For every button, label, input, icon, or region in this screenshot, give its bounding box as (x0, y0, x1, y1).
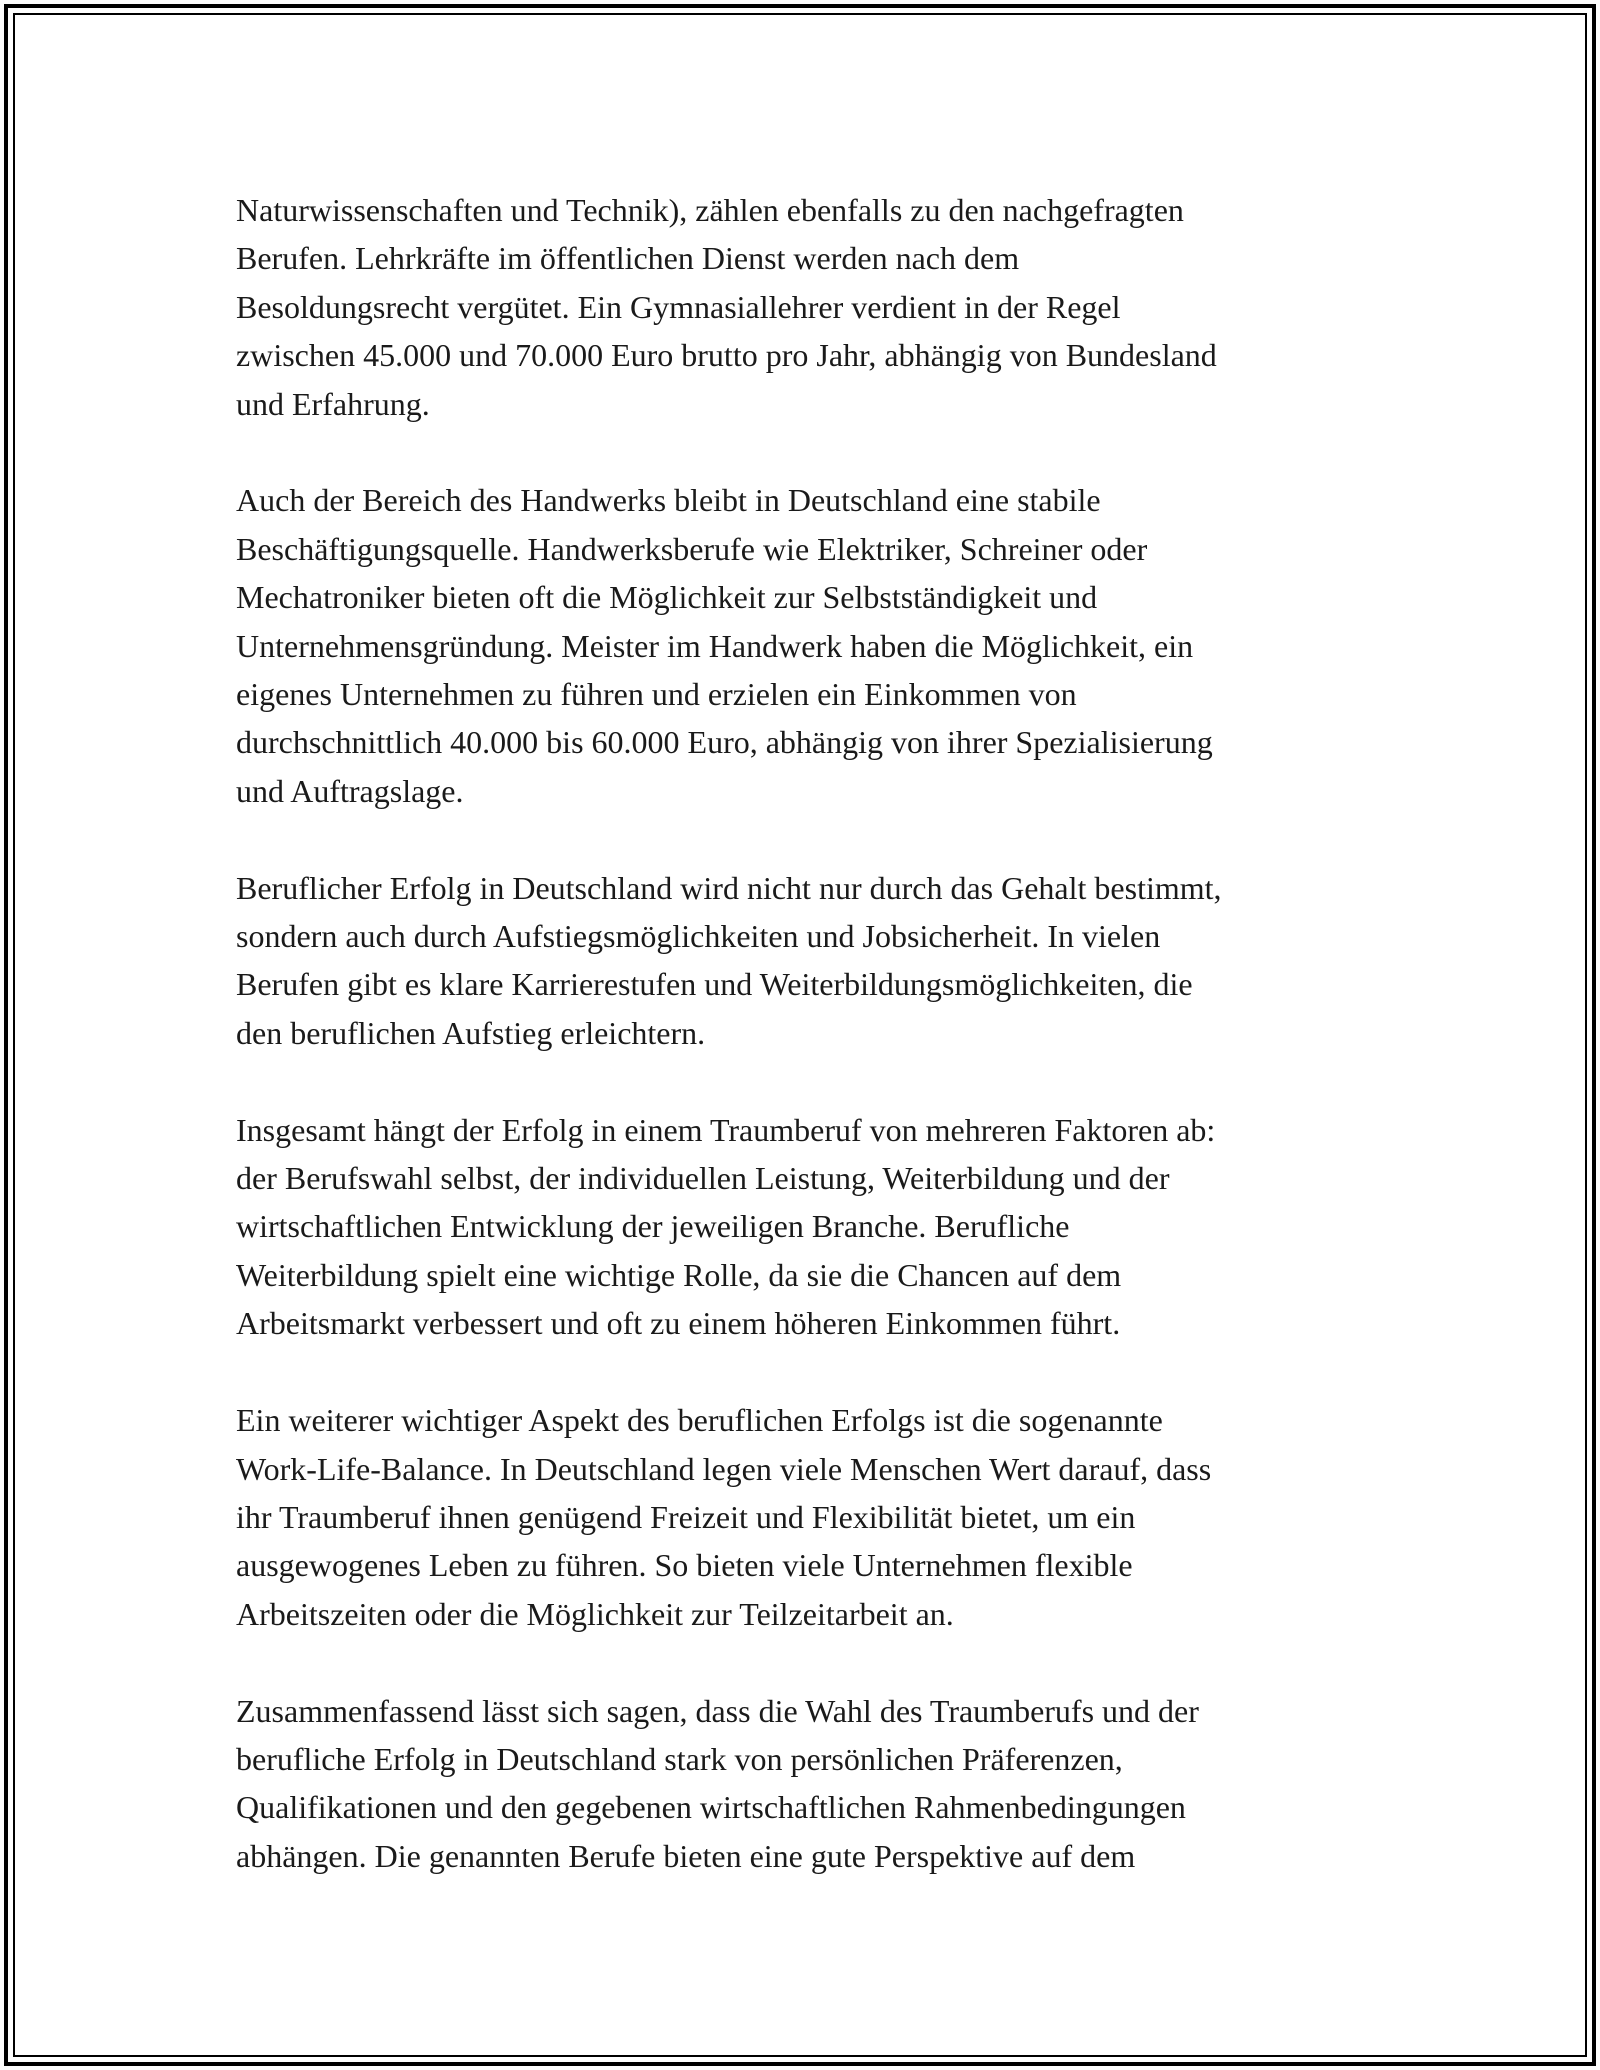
text-line: abhängen. Die genannten Berufe bieten eine gute Perspektive auf dem (236, 1837, 1136, 1874)
paragraph-6 (236, 1687, 1386, 1881)
text-line: sondern auch durch Aufstiegsmöglichkeiten und Jobsicherheit. In vielen (236, 918, 1161, 955)
document-body (236, 186, 1386, 1880)
text-line: und Auftragslage. (236, 772, 464, 809)
text-line: zwischen 45.000 und 70.000 Euro brutto pro Jahr, abhängig von Bundesland (236, 337, 1217, 374)
text-line: durchschnittlich 40.000 bis 60.000 Euro, abhängig von ihrer Spezialisierung (236, 724, 1213, 761)
paragraph-5 (236, 1396, 1386, 1638)
paragraph-3 (236, 864, 1386, 1058)
text-line: Arbeitsmarkt verbessert und oft zu einem höheren Einkommen führt. (236, 1305, 1121, 1342)
text-line: Zusammenfassend lässt sich sagen, dass die Wahl des Traumberufs und der (236, 1692, 1199, 1729)
text-line: der Berufswahl selbst, der individuellen Leistung, Weiterbildung und der (236, 1160, 1170, 1197)
text-line: Arbeitszeiten oder die Möglichkeit zur Teilzeitarbeit an. (236, 1595, 954, 1632)
text-line: Berufen gibt es klare Karrierestufen und Weiterbildungsmöglichkeiten, die (236, 966, 1193, 1003)
text-line: Qualifikationen und den gegebenen wirtschaftlichen Rahmenbedingungen (236, 1789, 1186, 1826)
text-line: ausgewogenes Leben zu führen. So bieten viele Unternehmen flexible (236, 1547, 1133, 1584)
text-line: Work-Life-Balance. In Deutschland legen viele Menschen Wert darauf, dass (236, 1450, 1212, 1487)
paragraph-2 (236, 476, 1386, 815)
text-line: Mechatroniker bieten oft die Möglichkeit zur Selbstständigkeit und (236, 579, 1098, 616)
text-line: und Erfahrung. (236, 385, 430, 422)
text-line: Beschäftigungsquelle. Handwerksberufe wie Elektriker, Schreiner oder (236, 530, 1148, 567)
paragraph-4 (236, 1106, 1386, 1348)
text-line: Ein weiterer wichtiger Aspekt des beruflichen Erfolgs ist die sogenannte (236, 1402, 1163, 1439)
text-line: berufliche Erfolg in Deutschland stark von persönlichen Präferenzen, (236, 1740, 1123, 1777)
text-line: Beruflicher Erfolg in Deutschland wird nicht nur durch das Gehalt bestimmt, (236, 869, 1222, 906)
text-line: Berufen. Lehrkräfte im öffentlichen Dienst werden nach dem (236, 240, 1020, 277)
text-line: den beruflichen Aufstieg erleichtern. (236, 1014, 706, 1051)
text-line: Unternehmensgründung. Meister im Handwerk haben die Möglichkeit, ein (236, 627, 1194, 664)
text-line: Naturwissenschaften und Technik), zählen ebenfalls zu den nachgefragten (236, 192, 1184, 228)
text-line: wirtschaftlichen Entwicklung der jeweiligen Branche. Berufliche (236, 1208, 1070, 1245)
text-line: Besoldungsrecht vergütet. Ein Gymnasiallehrer verdient in der Regel (236, 288, 1121, 325)
text-line: Insgesamt hängt der Erfolg in einem Traumberuf von mehreren Faktoren ab: (236, 1111, 1216, 1148)
text-line: eigenes Unternehmen zu führen und erzielen ein Einkommen von (236, 676, 1077, 713)
paragraph-1 (236, 186, 1386, 428)
text-line: Auch der Bereich des Handwerks bleibt in Deutschland eine stabile (236, 482, 1101, 519)
text-line: ihr Traumberuf ihnen genügend Freizeit und Flexibilität bietet, um ein (236, 1498, 1136, 1535)
text-line: Weiterbildung spielt eine wichtige Rolle, da sie die Chancen auf dem (236, 1256, 1122, 1293)
